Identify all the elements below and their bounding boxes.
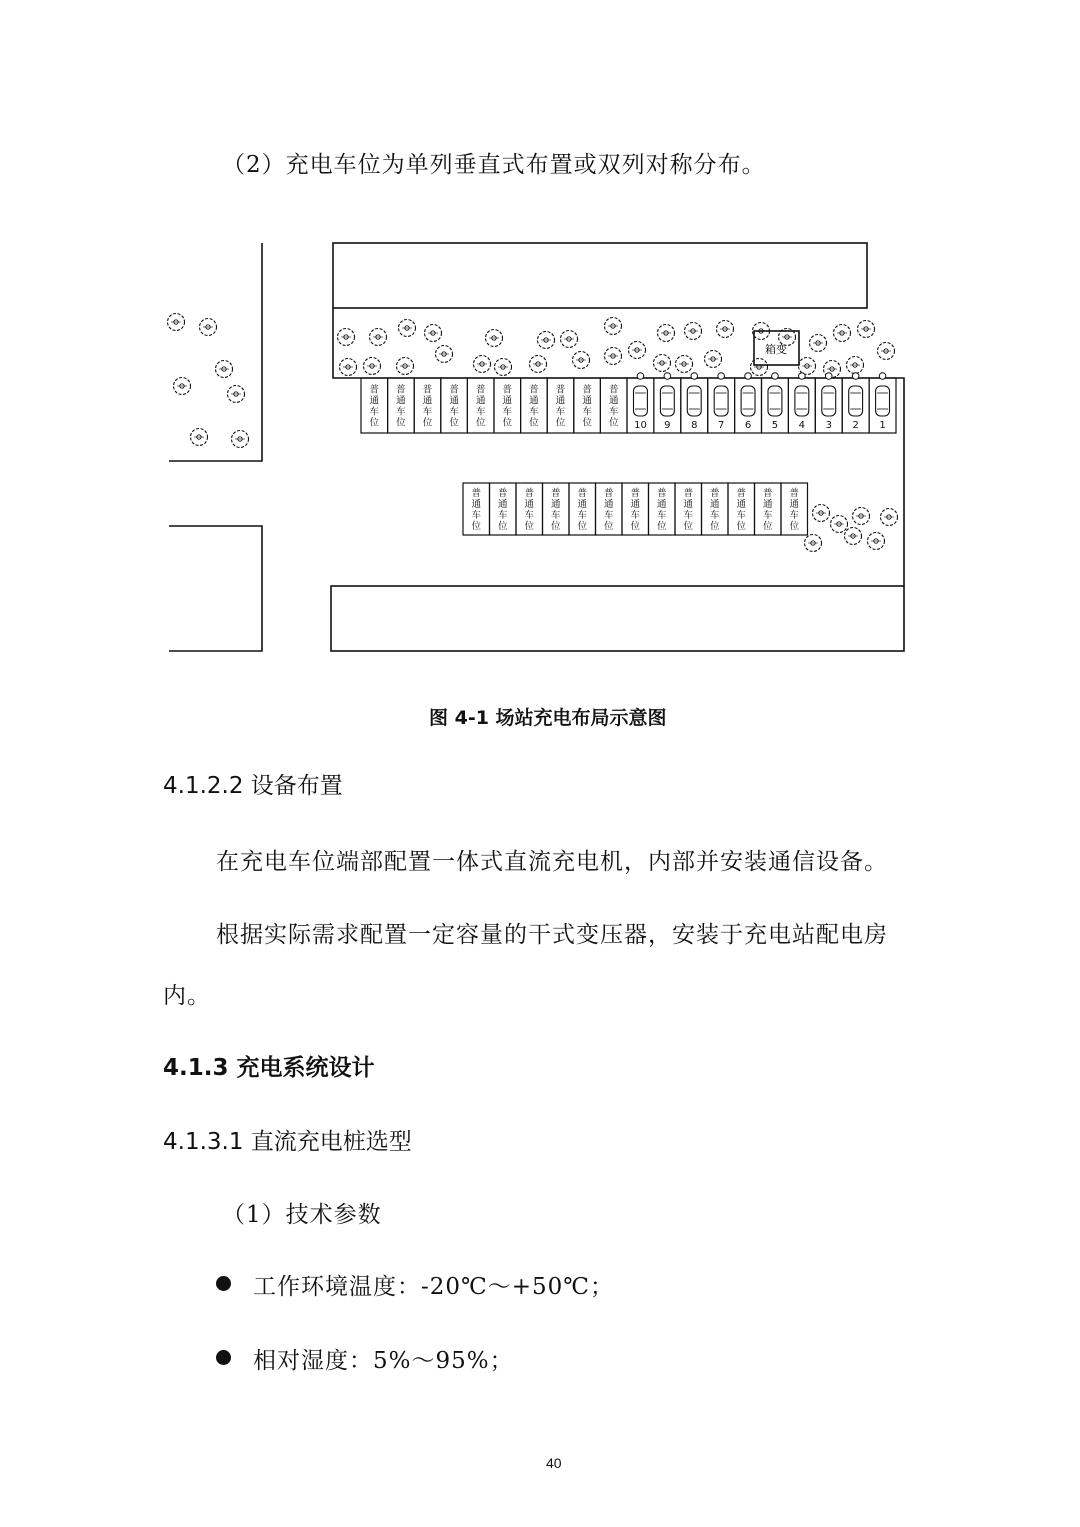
svg-text:车: 车 <box>582 406 592 418</box>
tree-icon <box>605 348 622 365</box>
svg-text:通: 通 <box>555 395 566 407</box>
tree-icon <box>191 429 208 446</box>
svg-text:位: 位 <box>656 521 667 532</box>
charger-icon <box>852 373 859 380</box>
tree-icon <box>605 318 622 335</box>
svg-text:位: 位 <box>550 521 561 532</box>
svg-text:通: 通 <box>524 499 535 510</box>
tree-icon <box>474 356 491 373</box>
svg-text:车: 车 <box>608 406 619 418</box>
tree-icon <box>436 346 453 363</box>
tree-icon <box>705 351 722 368</box>
svg-text:位: 位 <box>762 521 773 532</box>
tree-icon <box>834 325 851 342</box>
normal-parking-space <box>569 483 596 535</box>
tree-icon <box>399 320 416 337</box>
charging-space-number: 9 <box>664 420 671 431</box>
svg-text:位: 位 <box>789 521 800 532</box>
normal-parking-space <box>388 378 415 433</box>
normal-parking-space <box>728 483 755 535</box>
svg-text:通: 通 <box>789 499 800 510</box>
equipment-paragraph-1: 在充电车位端部配置一体式直流充电机，内部并安装通信设备。 <box>216 849 888 875</box>
figure-caption: 图 4-1 场站充电布局示意图 <box>429 707 667 729</box>
svg-text:普: 普 <box>709 488 720 499</box>
bullet-operating-temperature: 工作环境温度：-20℃～+50℃； <box>253 1274 615 1300</box>
tree-icon <box>168 314 185 331</box>
section-heading-4-1-3-1: 4.1.3.1 直流充电桩选型 <box>163 1129 412 1155</box>
svg-text:普: 普 <box>683 488 694 499</box>
svg-text:通: 通 <box>497 499 508 510</box>
normal-parking-space <box>547 378 574 433</box>
svg-text:车: 车 <box>630 510 641 521</box>
svg-text:车: 车 <box>524 510 535 521</box>
normal-parking-space <box>600 378 627 433</box>
tree-icon <box>397 358 414 375</box>
svg-text:普: 普 <box>524 488 535 499</box>
normal-parking-space <box>755 483 782 535</box>
svg-text:车: 车 <box>550 510 561 521</box>
equipment-paragraph-2: 根据实际需求配置一定容量的干式变压器，安装于充电站配电房 <box>216 922 888 948</box>
svg-text:通: 通 <box>502 395 513 407</box>
svg-text:车: 车 <box>396 406 406 418</box>
left-top-building-outline <box>169 243 262 461</box>
tree-icon <box>847 357 864 374</box>
svg-text:通: 通 <box>475 395 486 407</box>
charging-space-number: 1 <box>879 420 886 431</box>
charger-icon <box>825 373 832 380</box>
svg-text:通: 通 <box>603 499 614 510</box>
svg-text:通: 通 <box>471 499 482 510</box>
tree-icon <box>799 358 816 375</box>
svg-text:通: 通 <box>449 395 459 407</box>
car-icon <box>634 386 648 416</box>
svg-text:车: 车 <box>471 510 482 521</box>
svg-text:通: 通 <box>630 499 641 510</box>
tree-icon <box>810 335 827 352</box>
transformer-label: 箱变 <box>765 343 787 356</box>
layout-option-paragraph: （2）充电车位为单列垂直式布置或双列对称分布。 <box>222 152 766 178</box>
bullet-icon <box>216 1350 231 1365</box>
charging-parking-space <box>788 373 815 433</box>
normal-parking-space <box>702 483 729 535</box>
tree-icon <box>338 329 355 346</box>
svg-text:车: 车 <box>683 510 694 521</box>
tree-icon <box>486 330 503 347</box>
normal-parking-space <box>463 483 490 535</box>
normal-parking-space <box>781 483 808 535</box>
svg-text:车: 车 <box>789 510 800 521</box>
charger-icon <box>637 373 644 380</box>
tree-icon <box>805 535 822 552</box>
svg-text:普: 普 <box>762 488 773 499</box>
svg-text:车: 车 <box>369 406 380 418</box>
tree-icon <box>538 332 555 349</box>
svg-text:普: 普 <box>497 488 508 499</box>
svg-text:普: 普 <box>475 384 486 396</box>
svg-text:车: 车 <box>603 510 614 521</box>
tree-icon <box>340 359 357 376</box>
svg-text:车: 车 <box>449 406 459 418</box>
charging-parking-space <box>815 373 842 433</box>
svg-text:通: 通 <box>709 499 720 510</box>
svg-text:位: 位 <box>471 521 482 532</box>
svg-text:普: 普 <box>582 384 592 396</box>
tree-icon <box>878 343 895 360</box>
charging-space-number: 10 <box>634 420 647 431</box>
tech-params-heading: （1）技术参数 <box>222 1202 382 1228</box>
svg-text:位: 位 <box>449 417 459 429</box>
car-icon <box>849 386 863 416</box>
svg-text:位: 位 <box>577 521 588 532</box>
bullet-icon <box>216 1276 231 1291</box>
tree-icon <box>530 356 547 373</box>
svg-text:普: 普 <box>396 384 406 396</box>
svg-text:通: 通 <box>369 395 380 407</box>
tree-icon <box>573 352 590 369</box>
charger-icon <box>691 373 698 380</box>
tree-icon <box>200 319 217 336</box>
car-icon <box>795 386 809 416</box>
svg-text:普: 普 <box>577 488 588 499</box>
svg-text:车: 车 <box>497 510 508 521</box>
tree-icon <box>853 508 870 525</box>
tree-icon <box>228 386 245 403</box>
svg-text:通: 通 <box>422 395 433 407</box>
car-icon <box>714 386 728 416</box>
tree-icon <box>370 329 387 346</box>
normal-parking-space <box>414 378 441 433</box>
normal-parking-space <box>441 378 468 433</box>
svg-text:车: 车 <box>736 510 747 521</box>
svg-text:通: 通 <box>683 499 694 510</box>
svg-text:普: 普 <box>555 384 566 396</box>
svg-text:车: 车 <box>577 510 588 521</box>
svg-text:车: 车 <box>502 406 513 418</box>
tree-icon <box>216 361 233 378</box>
svg-text:普: 普 <box>449 384 459 396</box>
charging-parking-space <box>654 373 681 433</box>
svg-text:车: 车 <box>422 406 433 418</box>
car-icon <box>660 386 674 416</box>
svg-text:位: 位 <box>524 521 535 532</box>
charger-icon <box>745 373 752 380</box>
svg-text:车: 车 <box>762 510 773 521</box>
svg-text:位: 位 <box>608 417 619 429</box>
normal-parking-space <box>361 378 388 433</box>
charging-space-number: 2 <box>852 420 859 431</box>
svg-text:车: 车 <box>529 406 539 418</box>
svg-text:通: 通 <box>608 395 619 407</box>
charger-icon <box>879 373 886 380</box>
normal-parking-space <box>596 483 623 535</box>
svg-text:普: 普 <box>608 384 619 396</box>
svg-text:通: 通 <box>577 499 588 510</box>
equipment-paragraph-2-continued: 内。 <box>163 983 211 1009</box>
car-icon <box>741 386 755 416</box>
tree-icon <box>425 325 442 342</box>
svg-text:位: 位 <box>529 417 539 429</box>
car-icon <box>822 386 836 416</box>
normal-parking-space <box>574 378 601 433</box>
tree-icon <box>561 331 578 348</box>
tree-icon <box>858 321 875 338</box>
svg-text:位: 位 <box>497 521 508 532</box>
normal-parking-space <box>521 378 548 433</box>
charger-icon <box>772 373 779 380</box>
tree-icon <box>232 431 249 448</box>
tree-icon <box>717 321 734 338</box>
svg-text:普: 普 <box>656 488 667 499</box>
svg-text:普: 普 <box>630 488 641 499</box>
station-layout-diagram <box>0 0 1080 680</box>
svg-text:普: 普 <box>422 384 433 396</box>
tree-icon <box>881 509 898 526</box>
bullet-relative-humidity: 相对湿度：5%～95%； <box>253 1348 514 1374</box>
car-icon <box>687 386 701 416</box>
charger-icon <box>799 373 806 380</box>
svg-text:位: 位 <box>630 521 641 532</box>
svg-text:通: 通 <box>656 499 667 510</box>
svg-text:位: 位 <box>582 417 592 429</box>
svg-text:位: 位 <box>502 417 513 429</box>
tree-icon <box>654 355 671 372</box>
site-boundary <box>333 308 904 586</box>
tree-icon <box>845 528 862 545</box>
svg-text:位: 位 <box>736 521 747 532</box>
charger-icon <box>664 373 671 380</box>
tree-icon <box>629 342 646 359</box>
svg-text:位: 位 <box>396 417 406 429</box>
tree-icon <box>868 533 885 550</box>
car-icon <box>768 386 782 416</box>
normal-parking-space <box>675 483 702 535</box>
normal-parking-space <box>543 483 570 535</box>
svg-text:普: 普 <box>603 488 614 499</box>
section-heading-4-1-3: 4.1.3 充电系统设计 <box>163 1055 375 1081</box>
svg-text:普: 普 <box>529 384 539 396</box>
page-number: 40 <box>546 1455 562 1471</box>
svg-text:普: 普 <box>471 488 482 499</box>
charging-parking-space <box>842 373 869 433</box>
charging-parking-space <box>762 373 789 433</box>
normal-parking-space <box>467 378 494 433</box>
svg-text:车: 车 <box>709 510 720 521</box>
svg-text:位: 位 <box>555 417 566 429</box>
svg-text:车: 车 <box>555 406 566 418</box>
charging-parking-space <box>681 373 708 433</box>
charger-icon <box>718 373 725 380</box>
tree-icon <box>676 356 693 373</box>
normal-parking-space <box>494 378 521 433</box>
charging-space-number: 6 <box>744 420 752 431</box>
top-building <box>333 243 867 308</box>
svg-text:车: 车 <box>475 406 486 418</box>
bottom-building <box>331 586 904 651</box>
svg-text:通: 通 <box>550 499 561 510</box>
svg-text:普: 普 <box>369 384 380 396</box>
svg-text:位: 位 <box>475 417 486 429</box>
svg-text:位: 位 <box>422 417 433 429</box>
tree-icon <box>174 378 191 395</box>
svg-text:通: 通 <box>529 395 539 407</box>
normal-parking-space <box>649 483 676 535</box>
svg-text:位: 位 <box>683 521 694 532</box>
car-icon <box>876 386 890 416</box>
svg-text:位: 位 <box>369 417 380 429</box>
normal-parking-space <box>516 483 543 535</box>
svg-text:普: 普 <box>789 488 800 499</box>
charging-parking-space <box>627 373 654 433</box>
svg-text:通: 通 <box>762 499 773 510</box>
svg-text:通: 通 <box>582 395 592 407</box>
charging-space-number: 3 <box>825 420 832 431</box>
normal-parking-space <box>490 483 517 535</box>
svg-text:车: 车 <box>656 510 667 521</box>
tree-icon <box>813 505 830 522</box>
normal-parking-space <box>622 483 649 535</box>
charging-parking-space <box>735 373 762 433</box>
svg-text:通: 通 <box>736 499 747 510</box>
charging-space-number: 5 <box>771 420 779 431</box>
tree-icon <box>658 325 675 342</box>
charging-space-number: 7 <box>717 420 725 431</box>
tree-icon <box>831 516 848 533</box>
charging-space-number: 4 <box>798 420 806 431</box>
tree-icon <box>685 323 702 340</box>
tree-icon <box>364 358 381 375</box>
section-heading-4-1-2-2: 4.1.2.2 设备布置 <box>163 773 343 799</box>
svg-text:通: 通 <box>396 395 406 407</box>
svg-text:位: 位 <box>603 521 614 532</box>
svg-text:位: 位 <box>709 521 720 532</box>
svg-text:普: 普 <box>550 488 561 499</box>
svg-text:普: 普 <box>736 488 747 499</box>
tree-icon <box>495 359 512 376</box>
svg-text:普: 普 <box>502 384 513 396</box>
charging-parking-space <box>708 373 735 433</box>
charging-space-number: 8 <box>691 420 698 431</box>
charging-parking-space <box>869 373 896 433</box>
left-bottom-building-outline <box>169 526 262 651</box>
tree-icon <box>751 359 768 376</box>
